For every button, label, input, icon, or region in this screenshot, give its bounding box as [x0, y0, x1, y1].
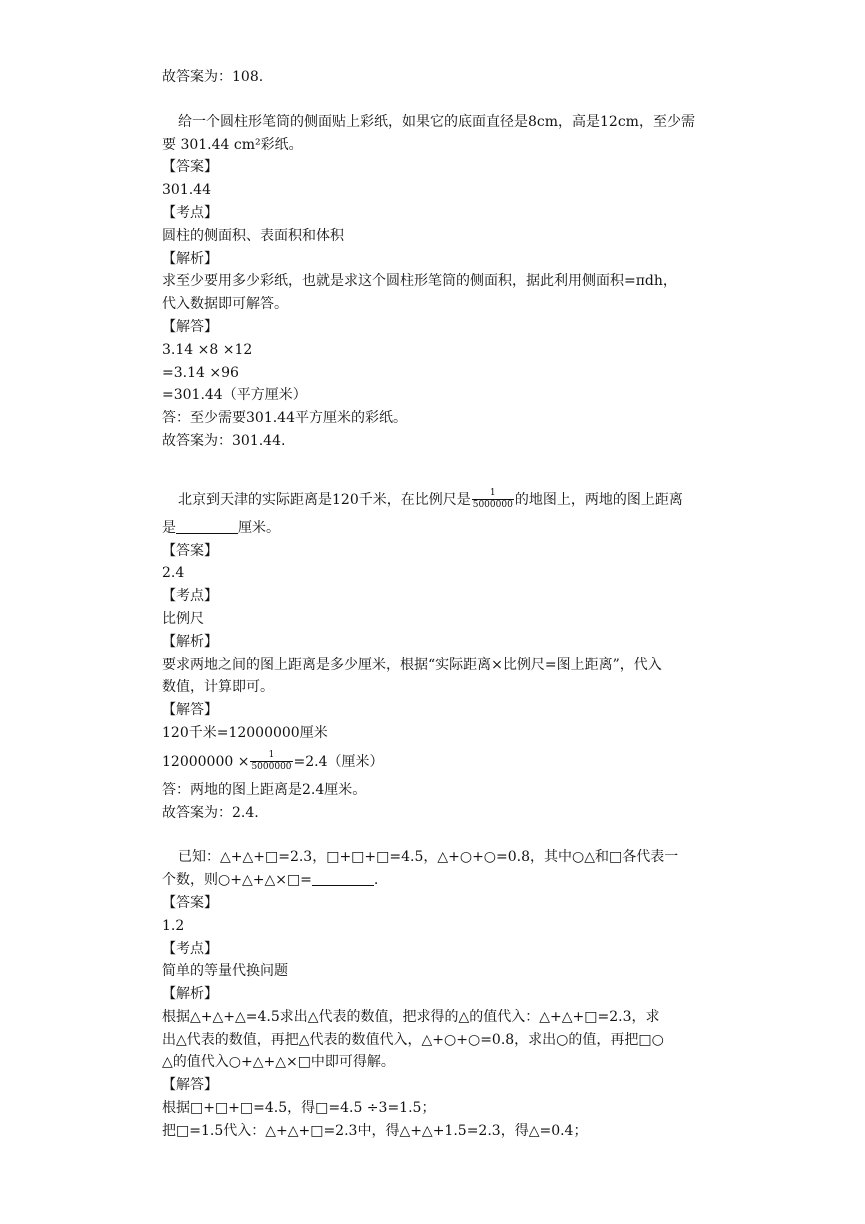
line-text: 【解析】: [162, 250, 218, 267]
line-text: 圆柱的侧面积、表面积和体积: [162, 227, 344, 244]
line-text: 120千米=12000000厘米: [162, 724, 328, 741]
line-text: 301.44: [162, 182, 211, 199]
text-line: [162, 983, 732, 1006]
text-line: [162, 722, 732, 745]
spacer: [162, 453, 732, 483]
fraction: [250, 750, 292, 773]
document-page: [162, 66, 732, 1143]
line-text: 个数，则○+△+△×□=: [162, 872, 312, 889]
line-text: 【解答】: [162, 1077, 218, 1094]
text-line: [162, 1120, 732, 1143]
text-line: [162, 339, 732, 362]
text-line: [162, 631, 732, 654]
line-text: 出△代表的数值，再把△代表的数值代入，△+○+○=0.8，求出○的值，再把□○: [162, 1031, 664, 1048]
line-text: 1.2: [162, 917, 185, 934]
line-text: 要求两地之间的图上距离是多少厘米，根据“实际距离×比例尺=图上距离”，代入: [162, 656, 662, 673]
line-text: 答：两地的图上距离是2.4厘米。: [162, 781, 367, 798]
text-line: [162, 779, 732, 802]
text-line: [162, 1097, 732, 1120]
text-line: [162, 1074, 732, 1097]
text-line: [162, 248, 732, 271]
line-text: 【考点】: [162, 588, 218, 605]
text-line: [162, 960, 732, 983]
line-text: 【解析】: [162, 633, 218, 650]
text-line: [162, 225, 732, 248]
line-text: =301.44（平方厘米）: [162, 387, 307, 404]
text-line: [162, 430, 732, 453]
line-text: 【解答】: [162, 318, 218, 335]
text-line: [162, 676, 732, 699]
fraction-numerator: 1: [250, 750, 292, 762]
text-line: [162, 869, 732, 892]
text-line: [162, 608, 732, 631]
answer-blank: [176, 519, 238, 534]
line-text: 是: [162, 519, 176, 536]
text-line: [162, 270, 732, 293]
text-line: [162, 802, 732, 825]
text-line: [162, 316, 732, 339]
line-text: 的地图上，两地的图上距离: [514, 491, 683, 508]
text-line: [162, 585, 732, 608]
line-text: 根据△+△+△=4.5求出△代表的数值，把求得的△的值代入：△+△+□=2.3，求: [162, 1008, 660, 1025]
spacer: [162, 89, 732, 111]
line-text: 已知：△+△+□=2.3，□+□+□=4.5，△+○+○=0.8，其中○△和□各代表一: [178, 849, 679, 866]
line-text: 【解析】: [162, 986, 218, 1003]
text-line: [162, 156, 732, 179]
text-line: [162, 517, 732, 540]
line-text: △的值代入○+△+△×□中即可得解。: [162, 1054, 395, 1071]
line-text: 要 301.44 cm²彩纸。: [162, 136, 303, 153]
text-line: [162, 362, 732, 385]
text-line: [162, 134, 732, 157]
line-text: 故答案为：301.44.: [162, 432, 286, 449]
line-text: 简单的等量代换问题: [162, 963, 288, 980]
line-text: 【答案】: [162, 894, 218, 911]
fraction: [472, 488, 514, 511]
line-text: =2.4（厘米）: [293, 753, 384, 770]
text-line: [162, 1051, 732, 1074]
text-line: [162, 540, 732, 563]
line-text: 厘米。: [238, 519, 280, 536]
text-line: [162, 66, 732, 89]
fraction-denominator: 5000000: [251, 762, 292, 773]
text-line: [162, 892, 732, 915]
line-text: 把□=1.5代入：△+△+□=2.3中，得△+△+1.5=2.3，得△=0.4；: [162, 1122, 588, 1139]
text-line: [162, 699, 732, 722]
line-text: 求至少要用多少彩纸，也就是求这个圆柱形笔筒的侧面积，据此利用侧面积=πdh，: [162, 273, 677, 290]
line-text: 给一个圆柱形笔筒的侧面贴上彩纸，如果它的底面直径是8cm，高是12cm，至少需: [178, 113, 695, 130]
line-text: =3.14 ×96: [162, 364, 239, 381]
text-line: [162, 654, 732, 677]
text-line: [162, 562, 732, 585]
text-line: [162, 1006, 732, 1029]
line-text: 北京到天津的实际距离是120千米，在比例尺是: [178, 491, 471, 508]
fraction-numerator: 1: [472, 488, 514, 500]
text-line: [162, 915, 732, 938]
text-line: [162, 202, 732, 225]
line-text: 【考点】: [162, 940, 218, 957]
line-text: 【答案】: [162, 542, 218, 559]
line-text: 【考点】: [162, 204, 218, 221]
line-text: 故答案为：108.: [162, 69, 264, 85]
line-text: 数值，计算即可。: [162, 679, 274, 696]
spacer: [162, 824, 732, 846]
line-text: 根据□+□+□=4.5，得□=4.5 ÷3=1.5；: [162, 1100, 436, 1117]
line-text: 答：至少需要301.44平方厘米的彩纸。: [162, 410, 407, 427]
line-text: 【答案】: [162, 159, 218, 176]
text-line: [162, 111, 732, 134]
line-text: 【解答】: [162, 702, 218, 719]
text-line: [162, 384, 732, 407]
text-line: [162, 407, 732, 430]
text-line: [162, 938, 732, 961]
line-text: 3.14 ×8 ×12: [162, 341, 253, 358]
text-line: [162, 293, 732, 316]
text-line: [162, 846, 732, 869]
text-line: [162, 1029, 732, 1052]
line-text: 2.4: [162, 565, 185, 582]
text-line: [162, 745, 732, 779]
line-text: .: [373, 872, 379, 889]
line-text: 比例尺: [162, 610, 204, 627]
line-text: 代入数据即可解答。: [162, 296, 288, 313]
line-text: 12000000 ×: [162, 753, 250, 770]
line-text: 故答案为：2.4.: [162, 804, 259, 821]
fraction-denominator: 5000000: [472, 500, 513, 511]
answer-blank: [312, 871, 374, 886]
text-line: [162, 483, 732, 517]
text-line: [162, 179, 732, 202]
